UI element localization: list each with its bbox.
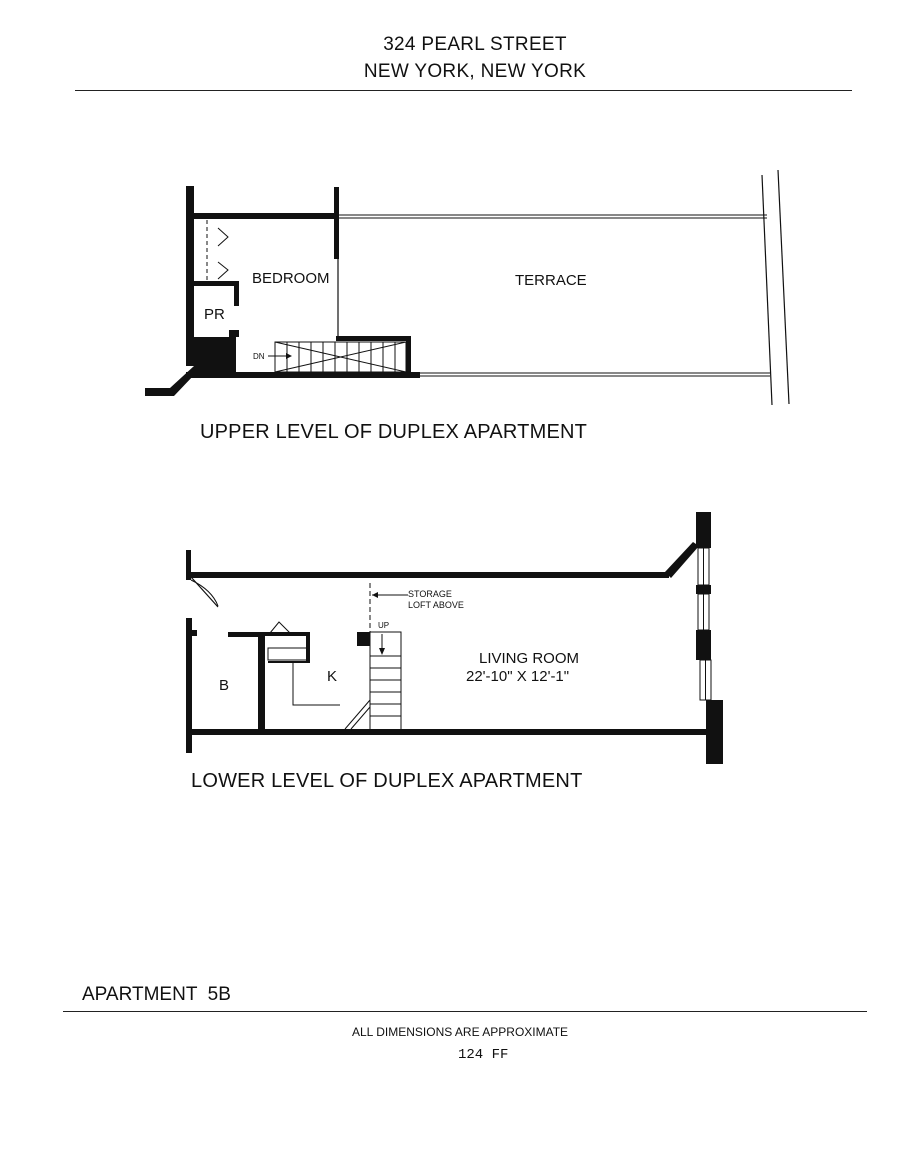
storage-label-line1: STORAGE [408,589,452,599]
storage-arrow-head [372,592,378,598]
pr-right-wall [234,281,239,306]
lower-top-wall [191,572,669,578]
b-room-right-wall [258,632,265,730]
up-label: UP [378,621,390,630]
terrace-label: TERRACE [515,272,587,289]
living-room-label: LIVING ROOM [479,650,580,667]
lower-stair-box [370,632,401,730]
document-code: 124 FF [458,1047,509,1063]
lower-right-wall-mid2 [696,630,711,660]
up-arrow-head [379,648,385,655]
lower-left-nub [191,630,197,636]
upper-angled-stub [145,366,194,396]
lower-bottom-wall [191,729,708,735]
pr-top-wall [194,281,239,286]
upper-bottom-wall [186,372,420,378]
kitchen-wall-top [265,632,310,636]
b-room-top-wall [228,632,263,637]
upper-right-edge-2 [778,170,789,404]
lower-stair-diagonal-1 [345,700,370,729]
upper-stair-treads [275,342,406,372]
living-room-dimensions: 22'-10" X 12'-1" [466,668,570,685]
stair-right-wall [406,336,411,376]
footer-divider [63,1011,867,1012]
lower-right-wall-top [696,512,711,548]
closet-door-swing-1 [218,228,228,246]
dn-label: DN [253,352,265,361]
lower-left-wall-top [186,550,191,580]
bedroom-label: BEDROOM [252,270,330,287]
upper-right-edge-1 [762,175,772,405]
stair-top-wall [336,336,411,341]
dimensions-note: ALL DIMENSIONS ARE APPROXIMATE [352,1025,569,1039]
kitchen-label: K [327,668,338,685]
b-room-label: B [219,677,230,694]
address-line-2: NEW YORK, NEW YORK [363,61,587,82]
kitchen-counter [268,648,308,660]
lower-right-wall-bottom [706,700,723,764]
dn-arrow-head [286,353,292,359]
lower-level-plan [186,512,723,764]
kitchen-door-swing [270,622,290,633]
upper-dark-block [194,337,236,375]
upper-level-plan [145,170,789,405]
upper-level-caption: UPPER LEVEL OF DUPLEX APARTMENT [200,421,588,443]
lower-top-angle [665,542,699,578]
lower-right-wall-mid1 [696,585,711,594]
pr-label: PR [204,306,225,323]
apartment-label: APARTMENT 5B [82,984,231,1005]
lower-stair-treads [370,656,401,716]
upper-partition-post [334,187,339,259]
lower-stair-post [357,632,370,646]
pr-right-wall-lower [229,330,239,337]
lower-level-caption: LOWER LEVEL OF DUPLEX APARTMENT [191,770,583,792]
upper-top-wall [186,213,336,219]
closet-door-swing-2 [218,262,228,279]
storage-label-line2: LOFT ABOVE [408,600,464,610]
lower-windows [698,548,711,700]
address-line-1: 324 PEARL STREET [383,34,567,55]
